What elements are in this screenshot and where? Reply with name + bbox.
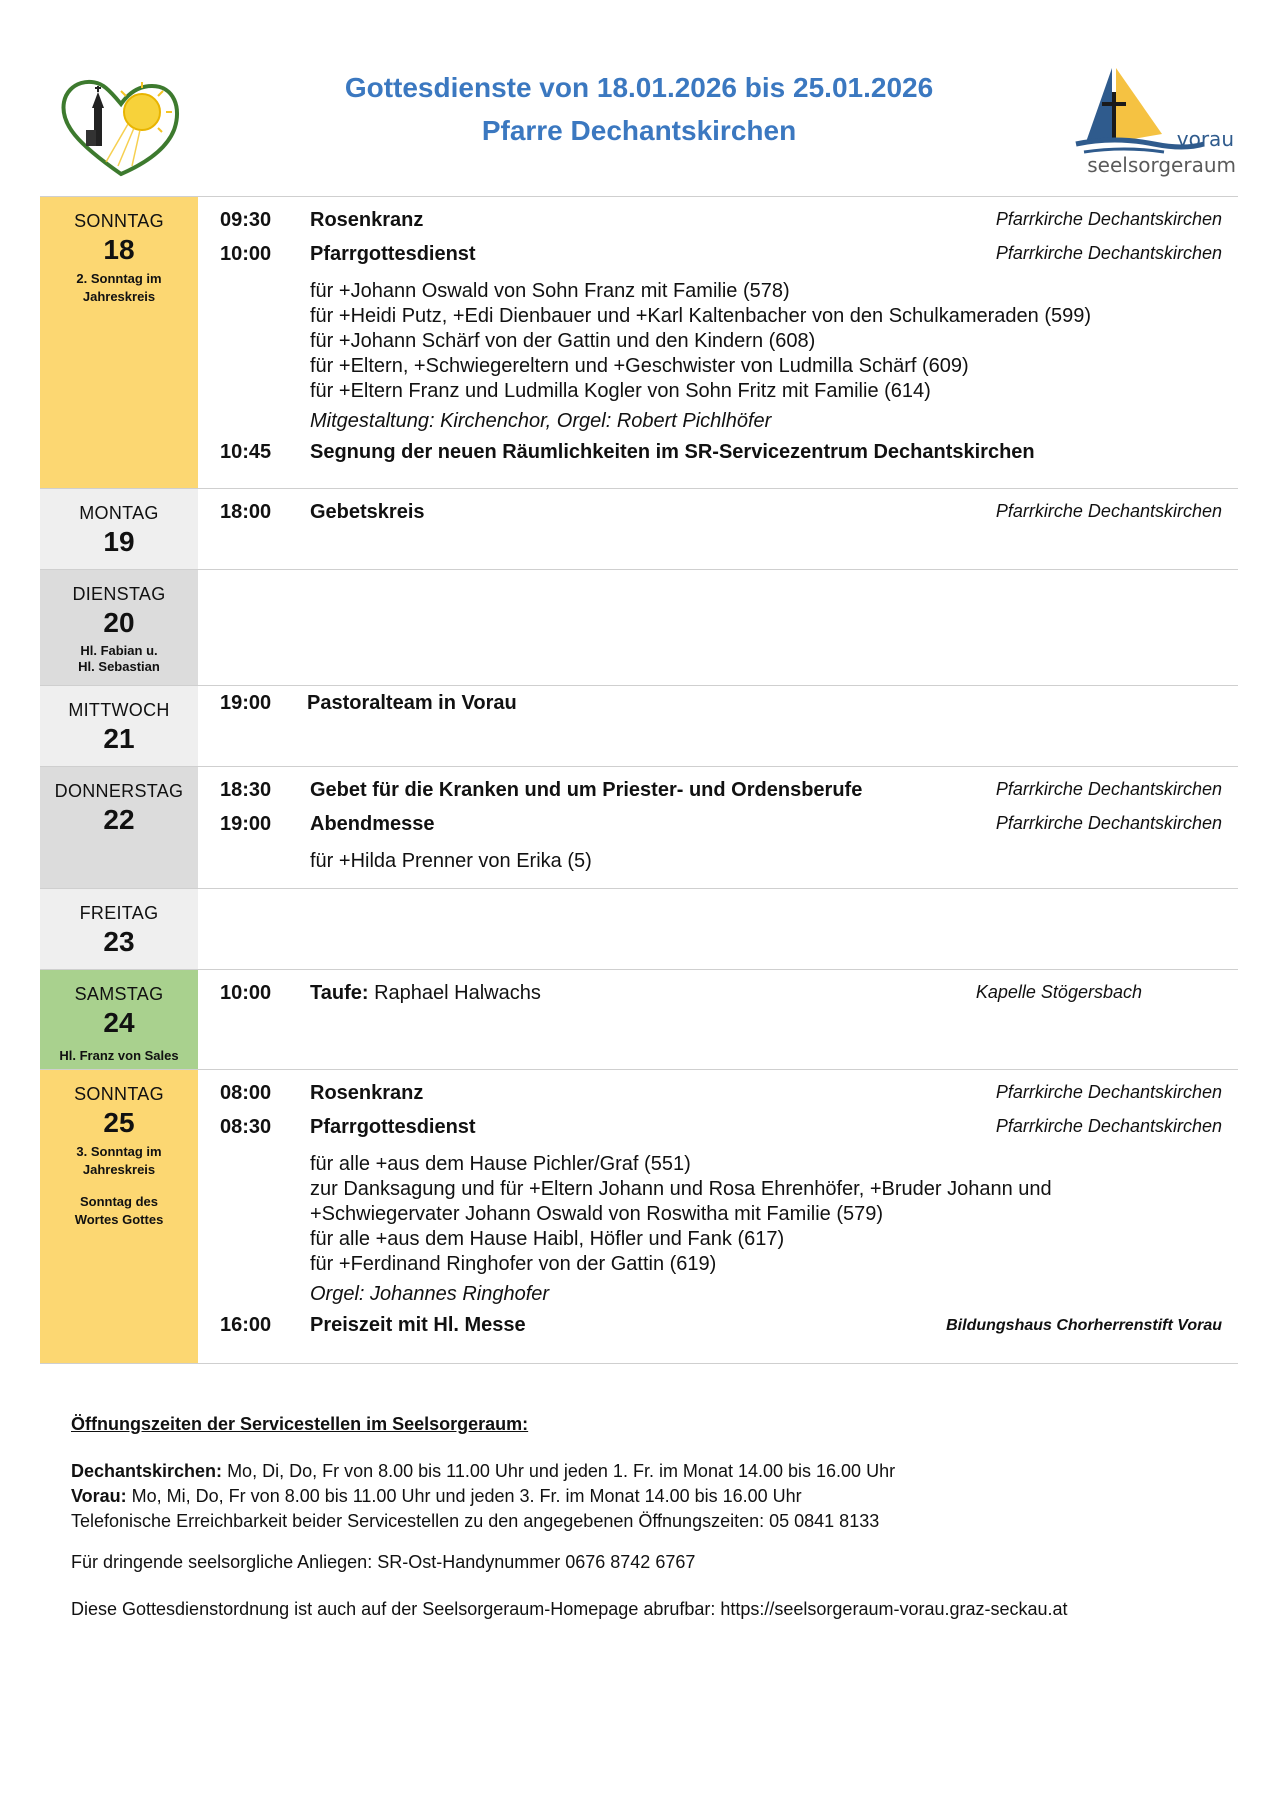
urgent-contact: Für dringende seelsorgliche Anliegen: SR-Ost-Handynummer 0676 8742 6767 xyxy=(71,1552,696,1572)
event-title: Rosenkranz xyxy=(310,209,424,231)
hours-vorau: Vorau: Mo, Mi, Do, Fr von 8.00 bis 11.00 Uhr und jeden 3. Fr. im Monat 14.00 bis 16.00 Uhr xyxy=(71,1486,802,1506)
day-number: 23 xyxy=(103,926,135,957)
saint-note: Hl. Fabian u. Hl. Sebastian xyxy=(78,643,160,674)
event-title: Preiszeit mit Hl. Messe xyxy=(310,1314,526,1336)
day-name: MITTWOCH xyxy=(68,700,170,720)
event-location: Pfarrkirche Dechantskirchen xyxy=(995,243,1222,263)
event-title: Pfarrgottesdienst xyxy=(310,243,476,265)
phone-info: Telefonische Erreichbarkeit beider Servicestellen zu den angegebenen Öffnungszeiten: 05 0841 8133 xyxy=(71,1511,880,1531)
intention-line: für +Heidi Putz, +Edi Dienbauer und +Karl Kaltenbacher von den Schulkameraden (599) xyxy=(310,305,1092,327)
seelsorgeraum-vorau-logo xyxy=(1074,64,1240,186)
event-time: 16:00 xyxy=(220,1314,272,1336)
event xyxy=(220,243,1222,277)
event-time: 09:30 xyxy=(220,209,272,231)
day-row xyxy=(40,686,1238,767)
day-row xyxy=(40,767,1238,889)
event-title: Pfarrgottesdienst xyxy=(310,1116,476,1138)
baptism-name: Raphael Halwachs xyxy=(368,982,541,1004)
intention-line: für +Johann Oswald von Sohn Franz mit Familie (578) xyxy=(310,280,790,302)
day-name: FREITAG xyxy=(79,903,159,923)
event-title: Segnung der neuen Räumlichkeiten im SR-Servicezentrum Dechantskirchen xyxy=(310,441,1035,463)
day-name: SONNTAG xyxy=(74,1084,164,1104)
logo-text-vorau: vorau xyxy=(1176,127,1234,151)
music-note: Mitgestaltung: Kirchenchor, Orgel: Robert Pichlhöfer xyxy=(310,410,772,432)
event-time: 18:00 xyxy=(220,501,272,523)
page-header xyxy=(0,0,1278,196)
mass-intentions xyxy=(220,1152,1222,1277)
liturgical-note: 3. Sonntag im Jahreskreis xyxy=(76,1144,162,1177)
event-title: Pastoralteam in Vorau xyxy=(307,692,517,714)
saint-note: Hl. Franz von Sales xyxy=(59,1048,179,1063)
event xyxy=(220,1314,1222,1348)
day-cell xyxy=(40,970,198,1069)
opening-hours xyxy=(71,1459,1201,1534)
page-title: Gottesdienste von 18.01.2026 bis 25.01.2026 xyxy=(344,72,934,103)
event-time: 19:00 xyxy=(220,692,272,714)
parish-name: Pfarre Dechantskirchen xyxy=(481,115,797,146)
day-name: DONNERSTAG xyxy=(54,781,184,801)
day-row xyxy=(40,970,1238,1070)
event-location: Pfarrkirche Dechantskirchen xyxy=(995,209,1222,229)
intention-line: für alle +aus dem Hause Haibl, Höfler und Fank (617) xyxy=(310,1228,785,1250)
event-location: Pfarrkirche Dechantskirchen xyxy=(995,813,1222,833)
day-number: 21 xyxy=(103,723,135,754)
event-time: 08:00 xyxy=(220,1082,272,1104)
intention-line: für +Eltern, +Schwiegereltern und +Geschwister von Ludmilla Schärf (609) xyxy=(310,355,969,377)
day-cell xyxy=(40,686,198,766)
day-number: 24 xyxy=(103,1007,135,1038)
event-list xyxy=(198,686,1238,766)
event-title: Rosenkranz xyxy=(310,1082,424,1104)
event-time: 19:00 xyxy=(220,813,272,835)
day-number: 18 xyxy=(103,234,135,265)
event-time: 10:00 xyxy=(220,243,272,265)
event-location: Kapelle Stögersbach xyxy=(975,982,1142,1002)
day-row xyxy=(40,1070,1238,1364)
liturgical-note: 2. Sonntag im Jahreskreis xyxy=(76,271,162,304)
event-title: Abendmesse xyxy=(310,813,435,835)
event-list xyxy=(198,970,1238,1069)
event xyxy=(220,779,1222,813)
event-location: Pfarrkirche Dechantskirchen xyxy=(995,1116,1222,1136)
event-time: 18:30 xyxy=(220,779,272,801)
event-title: Taufe: Raphael Halwachs xyxy=(310,982,541,1004)
day-row xyxy=(40,489,1238,570)
intention-line: zur Danksagung und für +Eltern Johann und Rosa Ehrenhöfer, +Bruder Johann und xyxy=(310,1178,1052,1200)
event-location: Pfarrkirche Dechantskirchen xyxy=(995,1082,1222,1102)
event-time: 10:00 xyxy=(220,982,272,1004)
day-cell xyxy=(40,197,198,488)
intention-line: für +Eltern Franz und Ludmilla Kogler von Sohn Fritz mit Familie (614) xyxy=(310,380,931,402)
day-cell xyxy=(40,767,198,888)
event-list xyxy=(198,197,1238,488)
event xyxy=(220,441,1222,475)
event-location: Pfarrkirche Dechantskirchen xyxy=(995,501,1222,521)
liturgical-note: Sonntag des Wortes Gottes xyxy=(74,1194,164,1227)
opening-hours-heading: Öffnungszeiten der Servicestellen im Seelsorgeraum: xyxy=(71,1414,529,1434)
event-list xyxy=(198,489,1238,569)
event-list xyxy=(198,1070,1238,1363)
day-cell xyxy=(40,1070,198,1363)
day-name: SAMSTAG xyxy=(74,984,164,1004)
day-number: 20 xyxy=(103,607,135,638)
intention-line: für +Johann Schärf von der Gattin und den Kindern (608) xyxy=(310,330,816,352)
logo-text-seelsorgeraum: seelsorgeraum xyxy=(1087,153,1236,177)
event xyxy=(220,1116,1222,1150)
event-list xyxy=(198,767,1238,888)
day-cell xyxy=(40,570,198,685)
event xyxy=(220,982,1222,1016)
event xyxy=(220,813,1222,847)
event-list xyxy=(198,889,1238,969)
mass-intentions xyxy=(220,849,1222,874)
schedule-table xyxy=(40,196,1238,1364)
intention-line: +Schwiegervater Johann Oswald von Roswitha mit Familie (579) xyxy=(310,1203,884,1225)
day-row xyxy=(40,570,1238,686)
day-number: 25 xyxy=(103,1107,135,1138)
hours-dechantskirchen: Dechantskirchen: Mo, Di, Do, Fr von 8.00 bis 11.00 Uhr und jeden 1. Fr. im Monat 14.00 bis 16.00 Uhr xyxy=(71,1461,896,1481)
music-note: Orgel: Johannes Ringhofer xyxy=(310,1283,550,1305)
day-row xyxy=(40,197,1238,489)
event-title: Gebet für die Kranken und um Priester- und Ordensberufe xyxy=(310,779,863,801)
intention-line: für alle +aus dem Hause Pichler/Graf (551) xyxy=(310,1153,691,1175)
event-list xyxy=(198,570,1238,685)
day-number: 19 xyxy=(103,526,135,557)
event-time: 10:45 xyxy=(220,441,272,463)
day-cell xyxy=(40,489,198,569)
mass-intentions xyxy=(220,279,1222,404)
event-time: 08:30 xyxy=(220,1116,272,1138)
intention-line: für +Ferdinand Ringhofer von der Gattin (619) xyxy=(310,1253,717,1275)
event-location: Bildungshaus Chorherrenstift Vorau xyxy=(946,1317,1222,1334)
day-name: SONNTAG xyxy=(74,211,164,231)
service-info xyxy=(71,1412,1201,1622)
event xyxy=(220,692,1222,726)
event-location: Pfarrkirche Dechantskirchen xyxy=(995,779,1222,799)
event xyxy=(220,209,1222,243)
homepage-note: Diese Gottesdienstordnung ist auch auf der Seelsorgeraum-Homepage abrufbar: https://seelsorgeraum-vorau.graz-seckau.at xyxy=(71,1599,1068,1619)
event-title: Gebetskreis xyxy=(310,501,425,523)
day-name: DIENSTAG xyxy=(72,584,166,604)
event xyxy=(220,1082,1222,1116)
event xyxy=(220,501,1222,535)
intention-line: für +Hilda Prenner von Erika (5) xyxy=(310,850,592,872)
day-cell xyxy=(40,889,198,969)
day-number: 22 xyxy=(103,804,135,835)
day-name: MONTAG xyxy=(79,503,159,523)
day-row xyxy=(40,889,1238,970)
